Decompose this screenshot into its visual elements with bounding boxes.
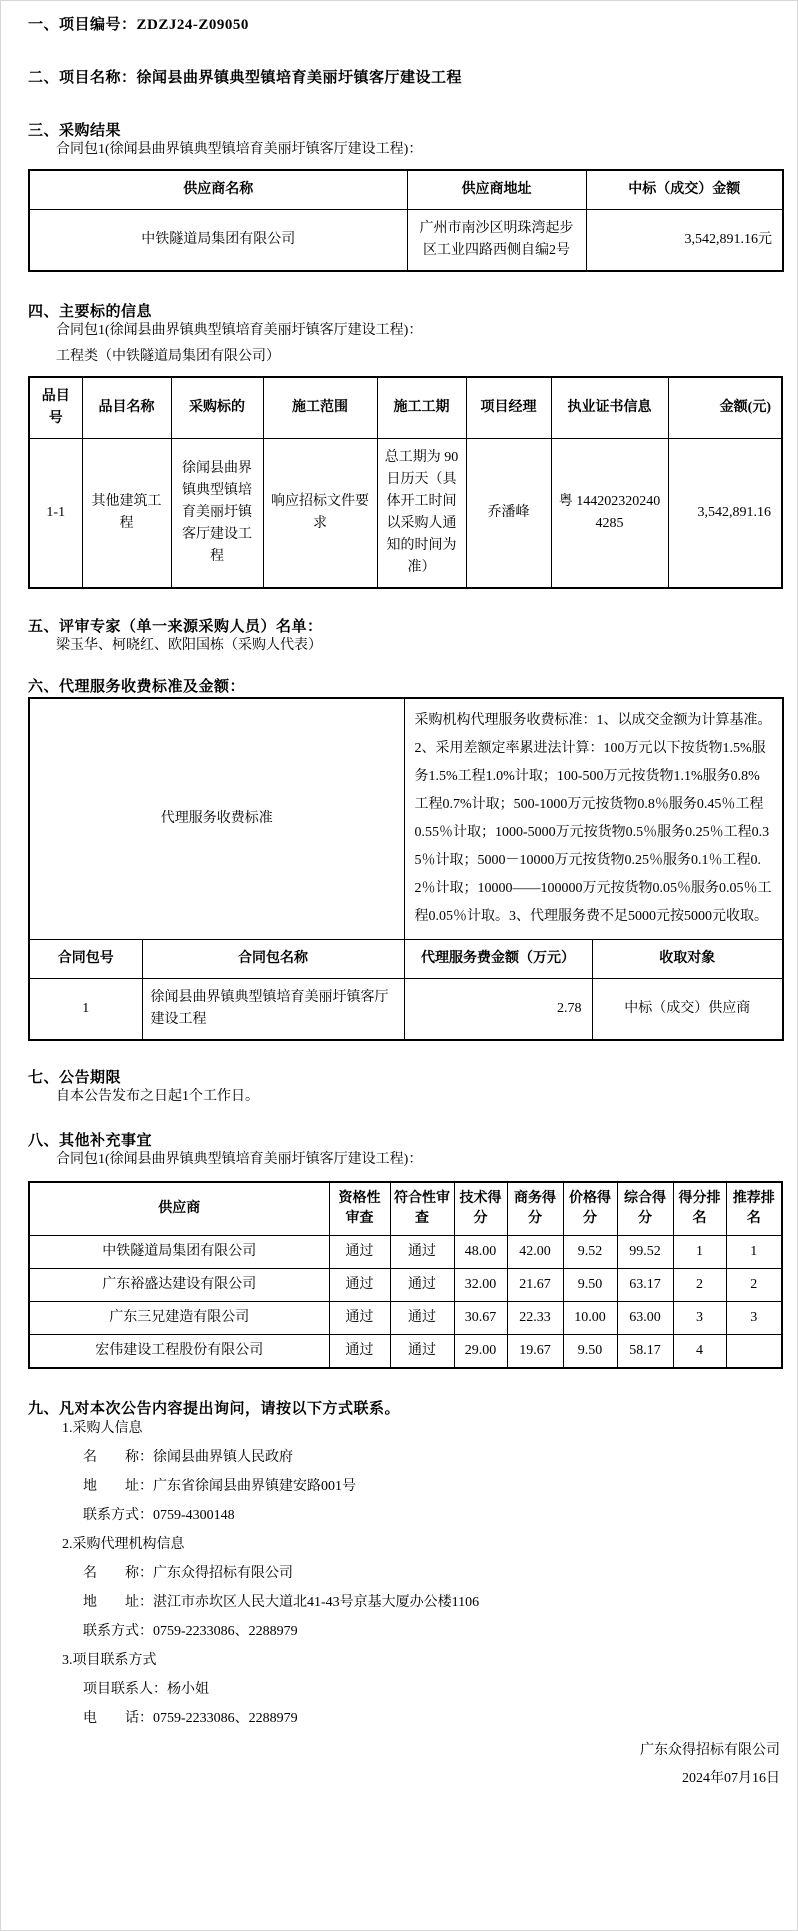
- fee-header-fee-amount: 代理服务费金额（万元）: [404, 940, 592, 979]
- purchaser-info-group: [28, 1419, 780, 1526]
- review-experts-heading: 五、评审专家（单一来源采购人员）名单：: [28, 619, 323, 635]
- score-cell-rank: 1: [673, 1236, 726, 1269]
- score-cell-price: 9.50: [563, 1269, 617, 1302]
- project-contact-person: 项目联系人：杨小姐: [83, 1682, 209, 1697]
- subject-cell-item-no: 1-1: [29, 439, 82, 589]
- subject-cell-certificate: 粤 1442023202404285: [551, 439, 668, 589]
- score-cell-total: 99.52: [617, 1236, 673, 1269]
- result-cell-supplier-address: 广州市南沙区明珠湾起步区工业四路西侧自编2号: [407, 210, 586, 272]
- score-header-recommend: 推荐排名: [726, 1182, 782, 1236]
- result-table-header-row: [29, 170, 783, 210]
- result-header-supplier-name: 供应商名称: [29, 170, 407, 210]
- procurement-result-heading: 三、采购结果: [28, 123, 122, 139]
- experts-list: 梁玉华、柯晓红、欧阳国栋（采购人代表）: [56, 638, 322, 653]
- supplementary-heading: 八、其他补充事宜: [28, 1133, 153, 1149]
- purchaser-info-title: 1.采购人信息: [62, 1421, 143, 1436]
- score-cell-rank: 3: [673, 1302, 726, 1335]
- purchaser-address: 地 址：广东省徐闻县曲界镇建安路001号: [83, 1479, 356, 1494]
- score-cell-total: 63.00: [617, 1302, 673, 1335]
- agency-info-group: [28, 1535, 780, 1642]
- score-header-price: 价格得分: [563, 1182, 617, 1236]
- footer-date: 2024年07月16日: [682, 1771, 780, 1786]
- result-header-award-amount: 中标（成交）金额: [586, 170, 783, 210]
- score-table-row: [29, 1302, 782, 1335]
- score-cell-tech: 48.00: [454, 1236, 507, 1269]
- subject-header-scope: 施工范围: [263, 377, 377, 439]
- score-cell-business: 21.67: [507, 1269, 563, 1302]
- agency-phone: 联系方式：0759-2233086、2288979: [83, 1624, 298, 1639]
- score-cell-supplier: 广东裕盛达建设有限公司: [29, 1269, 329, 1302]
- fee-cell-fee-amount: 2.78: [404, 979, 592, 1041]
- score-header-supplier: 供应商: [29, 1182, 329, 1236]
- score-cell-tech: 30.67: [454, 1302, 507, 1335]
- fee-standard-label: 代理服务收费标准: [29, 698, 404, 940]
- score-cell-total: 63.17: [617, 1269, 673, 1302]
- score-header-tech: 技术得分: [454, 1182, 507, 1236]
- result-cell-award-amount: 3,542,891.16元: [586, 210, 783, 272]
- score-cell-recommend: 1: [726, 1236, 782, 1269]
- agency-address: 地 址：湛江市赤坎区人民大道北41-43号京基大厦办公楼1106: [83, 1595, 480, 1610]
- subject-header-item-name: 品目名称: [82, 377, 171, 439]
- score-cell-recommend: 3: [726, 1302, 782, 1335]
- score-cell-qualification: 通过: [329, 1269, 390, 1302]
- announcement-period-text: 自本公告发布之日起1个工作日。: [56, 1089, 259, 1104]
- agency-fee-heading: 六、代理服务收费标准及金额：: [28, 679, 246, 695]
- subject-cell-scope: 响应招标文件要求: [263, 439, 377, 589]
- fee-cell-package-name: 徐闻县曲界镇典型镇培育美丽圩镇客厅建设工程: [142, 979, 404, 1041]
- subject-cell-duration: 总工期为 90 日历天（具 体开工时间 以采购人通知的时间为准）: [377, 439, 466, 589]
- subject-cell-subject: 徐闻县曲界镇典型镇培育美丽圩镇客厅建设工程: [171, 439, 263, 589]
- score-cell-business: 19.67: [507, 1335, 563, 1369]
- project-contact-group: [28, 1651, 780, 1729]
- subject-table-header-row: [29, 377, 782, 439]
- contact-heading: 九、凡对本次公告内容提出询问，请按以下方式联系。: [28, 1401, 401, 1417]
- fee-header-payer: 收取对象: [592, 940, 783, 979]
- subject-header-subject: 采购标的: [171, 377, 263, 439]
- score-cell-tech: 32.00: [454, 1269, 507, 1302]
- score-header-total: 综合得分: [617, 1182, 673, 1236]
- score-cell-rank: 4: [673, 1335, 726, 1369]
- footer: [28, 1741, 780, 1789]
- project-contact-phone: 电 话：0759-2233086、2288979: [83, 1711, 298, 1726]
- score-header-qualification: 资格性审查: [329, 1182, 390, 1236]
- score-cell-business: 22.33: [507, 1302, 563, 1335]
- score-cell-business: 42.00: [507, 1236, 563, 1269]
- score-cell-conformity: 通过: [390, 1236, 454, 1269]
- fee-table-header-row: [29, 940, 783, 979]
- score-cell-price: 9.50: [563, 1335, 617, 1369]
- result-package-intro: 合同包1(徐闻县曲界镇典型镇培育美丽圩镇客厅建设工程)：: [56, 142, 423, 157]
- result-table-row: [29, 210, 783, 272]
- announcement-period-heading: 七、公告期限: [28, 1070, 122, 1086]
- agency-name: 名 称：广东众得招标有限公司: [83, 1566, 293, 1581]
- score-cell-conformity: 通过: [390, 1335, 454, 1369]
- subject-header-certificate: 执业证书信息: [551, 377, 668, 439]
- subject-header-amount: 金额(元): [668, 377, 782, 439]
- project-number-heading: 一、项目编号：ZDZJ24-Z09050: [28, 17, 249, 33]
- project-name-heading: 二、项目名称：徐闻县曲界镇典型镇培育美丽圩镇客厅建设工程: [28, 70, 463, 86]
- score-cell-conformity: 通过: [390, 1269, 454, 1302]
- subject-table: [28, 376, 783, 589]
- subject-header-manager: 项目经理: [466, 377, 551, 439]
- footer-company: 广东众得招标有限公司: [640, 1743, 780, 1758]
- score-cell-supplier: 宏伟建设工程股份有限公司: [29, 1335, 329, 1369]
- fee-table-row: [29, 979, 783, 1041]
- supplementary-package-intro: 合同包1(徐闻县曲界镇典型镇培育美丽圩镇客厅建设工程)：: [56, 1152, 423, 1167]
- subject-cell-item-name: 其他建筑工程: [82, 439, 171, 589]
- score-cell-supplier: 广东三兄建造有限公司: [29, 1302, 329, 1335]
- fee-header-package-name: 合同包名称: [142, 940, 404, 979]
- project-contact-title: 3.项目联系方式: [62, 1653, 157, 1668]
- score-cell-price: 10.00: [563, 1302, 617, 1335]
- score-table-row: [29, 1335, 782, 1369]
- result-header-supplier-address: 供应商地址: [407, 170, 586, 210]
- score-cell-tech: 29.00: [454, 1335, 507, 1369]
- fee-cell-package-no: 1: [29, 979, 142, 1041]
- fee-standard-text: 采购机构代理服务收费标准：1、以成交金额为计算基准。2、采用差额定率累进法计算：100万元以下按货物1.5%服务1.5%工程1.0%计取；100-500万元按货物1.1%服务0.8%工程0.7%计取；500-1000万元按货物0.8％服务0.45％工程0.55％计取；1000-5000万元按货物0.5％服务0.25％工程0.35％计取；5000－10000万元按货物0.25％服务0.1％工程0.2％计取；10000——100000万元按货物0.05％服务0.05％工程0.05％计取。3、代理服务费不足5000元按5000元收取。: [404, 698, 783, 940]
- purchaser-name: 名 称：徐闻县曲界镇人民政府: [83, 1450, 293, 1465]
- score-header-business: 商务得分: [507, 1182, 563, 1236]
- subject-header-duration: 施工工期: [377, 377, 466, 439]
- score-table-row: [29, 1236, 782, 1269]
- subject-package-intro: 合同包1(徐闻县曲界镇典型镇培育美丽圩镇客厅建设工程)：: [56, 323, 423, 338]
- fee-table: [28, 697, 784, 1041]
- subject-header-item-no: 品目号: [29, 377, 82, 439]
- subject-cell-manager: 乔潘峰: [466, 439, 551, 589]
- fee-header-package-no: 合同包号: [29, 940, 142, 979]
- purchaser-phone: 联系方式：0759-4300148: [83, 1508, 235, 1523]
- score-table: [28, 1181, 783, 1369]
- subject-table-row: [29, 439, 782, 589]
- score-header-rank: 得分排名: [673, 1182, 726, 1236]
- score-cell-qualification: 通过: [329, 1302, 390, 1335]
- fee-standard-row: [29, 698, 783, 940]
- fee-cell-payer: 中标（成交）供应商: [592, 979, 783, 1041]
- result-table: [28, 169, 784, 272]
- score-table-header-row: [29, 1182, 782, 1236]
- score-cell-qualification: 通过: [329, 1335, 390, 1369]
- subject-category-intro: 工程类（中铁隧道局集团有限公司）: [56, 349, 280, 364]
- score-cell-rank: 2: [673, 1269, 726, 1302]
- main-subject-heading: 四、主要标的信息: [28, 304, 153, 320]
- score-cell-supplier: 中铁隧道局集团有限公司: [29, 1236, 329, 1269]
- score-table-row: [29, 1269, 782, 1302]
- score-cell-total: 58.17: [617, 1335, 673, 1369]
- score-header-conformity: 符合性审查: [390, 1182, 454, 1236]
- score-cell-recommend: [726, 1335, 782, 1369]
- agency-info-title: 2.采购代理机构信息: [62, 1537, 185, 1552]
- subject-cell-amount: 3,542,891.16: [668, 439, 782, 589]
- score-cell-price: 9.52: [563, 1236, 617, 1269]
- result-cell-supplier-name: 中铁隧道局集团有限公司: [29, 210, 407, 272]
- score-cell-recommend: 2: [726, 1269, 782, 1302]
- score-cell-conformity: 通过: [390, 1302, 454, 1335]
- score-cell-qualification: 通过: [329, 1236, 390, 1269]
